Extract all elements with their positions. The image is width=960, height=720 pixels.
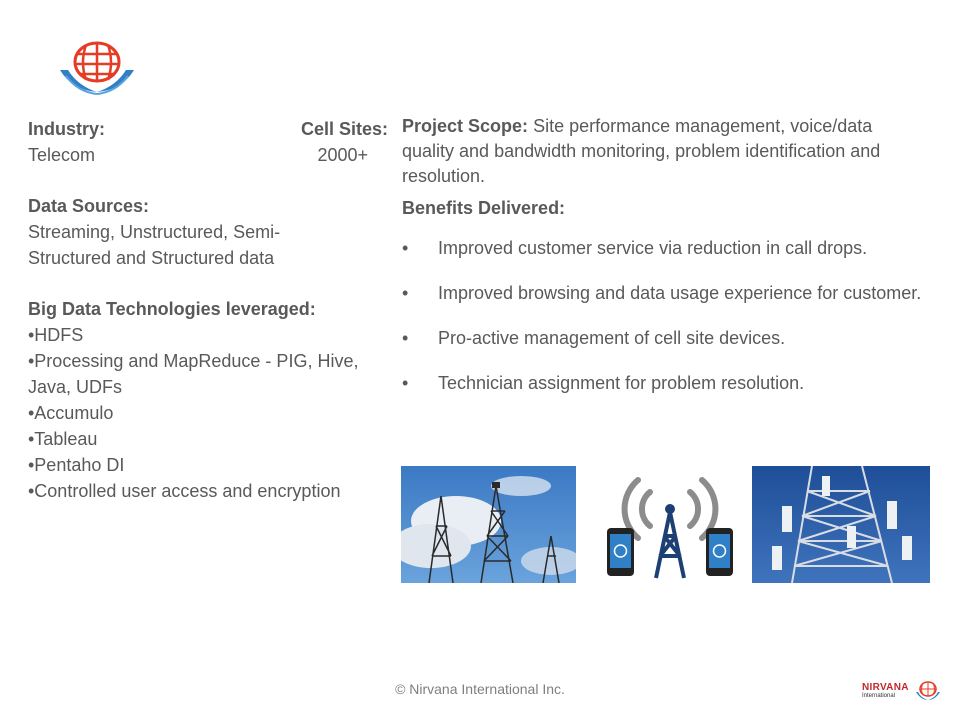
scope-label: Project Scope: [402,116,529,136]
footer-copyright: © Nirvana International Inc. [395,681,565,697]
right-column [402,114,922,415]
list-item: • Technician assignment for problem resolution. [402,370,934,397]
globe-small-icon [914,680,942,702]
tech-item: •Processing and MapReduce - PIG, Hive, [28,351,359,371]
tech-item: •HDFS [28,325,84,345]
tech-item: •Pentaho DI [28,455,125,475]
data-sources-line1: Streaming, Unstructured, Semi- [28,222,281,242]
tech-item: •Tableau [28,429,98,449]
data-sources-line2: Structured and Structured data [28,248,275,268]
scope-text: Site performance management, voice/data quality and bandwidth monitoring, problem identification and resolution. [402,116,881,186]
tower-closeup-photo [752,466,930,583]
bullet-icon: • [402,238,409,258]
tech-label: Big Data Technologies leveraged: [28,299,316,319]
list-item: • Improved browsing and data usage experience for customer. [402,280,934,307]
brand-name: NIRVANA [862,682,909,693]
project-scope [402,114,902,189]
bullet-icon: • [402,328,409,348]
list-item: • Improved customer service via reduction in call drops. [402,235,934,262]
cell-sites-value: 2000+ [317,145,368,165]
left-column [28,116,388,504]
tech-item: •Controlled user access and encryption [28,481,341,501]
data-sources-label: Data Sources: [28,196,150,216]
benefits-label: Benefits Delivered: [402,198,566,218]
tower-sky-photo [401,466,576,583]
bullet-icon: • [402,373,409,393]
brand-logo [862,680,944,706]
antenna-phones-illustration [600,466,740,583]
globe-logo-icon [56,40,138,96]
list-item: • Pro-active management of cell site devices. [402,325,934,352]
tech-item: Java, UDFs [28,377,123,397]
benefits-list [402,235,934,397]
brand-sub: International [862,693,896,699]
industry-label: Industry: [28,119,106,139]
bullet-icon: • [402,283,409,303]
tech-item: •Accumulo [28,403,114,423]
cell-sites-label: Cell Sites: [300,119,388,139]
industry-value: Telecom [28,145,96,165]
